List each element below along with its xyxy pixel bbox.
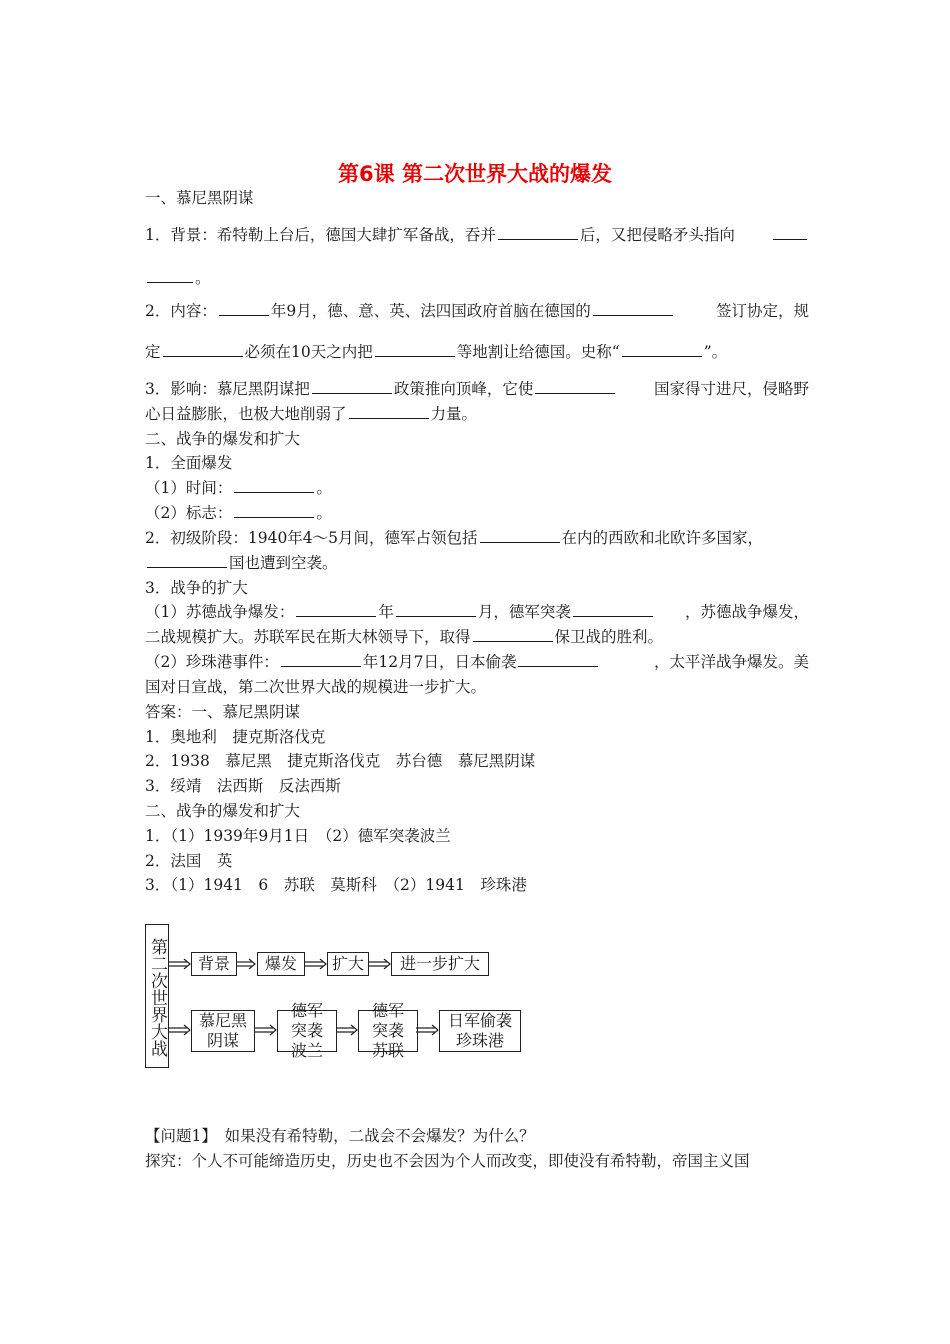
question-line: 2．内容： 年9月，德、意、英、法四国政府首脑在德国的 签订协定，规 — [145, 302, 809, 320]
question-line: 。 — [145, 267, 211, 289]
question-heading: 【问题1】 如果没有希特勒，二战会不会爆发？为什么？ — [145, 1127, 535, 1145]
answer-heading: 二、战争的爆发和扩大 — [145, 802, 301, 820]
diagram-box-poland: 德军突袭波兰 — [277, 1010, 337, 1052]
diagram-box-munich: 慕尼黑阴谋 — [191, 1010, 255, 1052]
question-line: （2）珍珠港事件： 年12月7日，日本偷袭 ，太平洋战争爆发。美 — [145, 653, 809, 671]
answer-line: 2．法国 英 — [145, 852, 233, 870]
text-line: 国对日宣战，第二次世界大战的规模进一步扩大。 — [145, 678, 487, 696]
question-line: 1．背景：希特勒上台后，德国大肆扩军备战，吞并 后，又把侵略矛头指向 — [145, 224, 809, 246]
answer-line: 3．（1）1941 6 苏联 莫斯科 （2）1941 珍珠港 — [145, 876, 527, 894]
answer-line: 2．1938 慕尼黑 捷克斯洛伐克 苏台德 慕尼黑阴谋 — [145, 752, 536, 770]
diagram-root-box: 第二次世界大战 — [145, 924, 169, 1068]
page-title: 第6课 第二次世界大战的爆发 — [338, 162, 612, 186]
question-line: 定 必须在10天之内把 等地割让给德国。史称“ ”。 — [145, 343, 728, 361]
flow-diagram — [145, 924, 545, 1072]
answer-line: 3．绥靖 法西斯 反法西斯 — [145, 777, 341, 795]
question-line: 心日益膨胀，也极大地削弱了 力量。 — [145, 405, 478, 423]
question-line: 国也遭到空袭。 — [145, 552, 338, 574]
answer-heading: 答案：一、慕尼黑阴谋 — [145, 703, 301, 721]
section-heading: 一、慕尼黑阴谋 — [145, 189, 254, 207]
question-line: （1）时间： 。 — [145, 479, 332, 497]
section-heading: 二、战争的爆发和扩大 — [145, 430, 301, 448]
text-line: 1．全面爆发 — [145, 454, 233, 472]
diagram-box-pearl-harbor: 日军偷袭珍珠港 — [439, 1010, 521, 1052]
diagram-box-soviet: 德军突袭苏联 — [358, 1010, 418, 1052]
diagram-box-background: 背景 — [191, 952, 237, 976]
explore-line: 探究：个人不可能缔造历史，历史也不会因为个人而改变，即使没有希特勒，帝国主义国 — [145, 1152, 750, 1170]
text-line: 3．战争的扩大 — [145, 579, 248, 597]
answer-line: 1．奥地利 捷克斯洛伐克 — [145, 728, 326, 746]
diagram-box-further-expansion: 进一步扩大 — [391, 952, 489, 976]
question-line: （2）标志： 。 — [145, 504, 332, 522]
question-line: 二战规模扩大。苏联军民在斯大林领导下，取得 保卫战的胜利。 — [145, 628, 664, 646]
question-line: 3．影响：慕尼黑阴谋把 政策推向顶峰，它使 国家得寸进尺，侵略野 — [145, 380, 809, 398]
answer-line: 1．（1）1939年9月1日 （2）德军突袭波兰 — [145, 827, 451, 845]
question-line: 2．初级阶段：1940年4～5月间，德军占领包括 在内的西欧和北欧许多国家， — [145, 529, 764, 547]
question-line: （1）苏德战争爆发： 年 月，德军突袭 ，苏德战争爆发， — [145, 603, 809, 621]
diagram-box-outbreak: 爆发 — [257, 952, 305, 976]
diagram-box-expansion: 扩大 — [327, 952, 369, 976]
